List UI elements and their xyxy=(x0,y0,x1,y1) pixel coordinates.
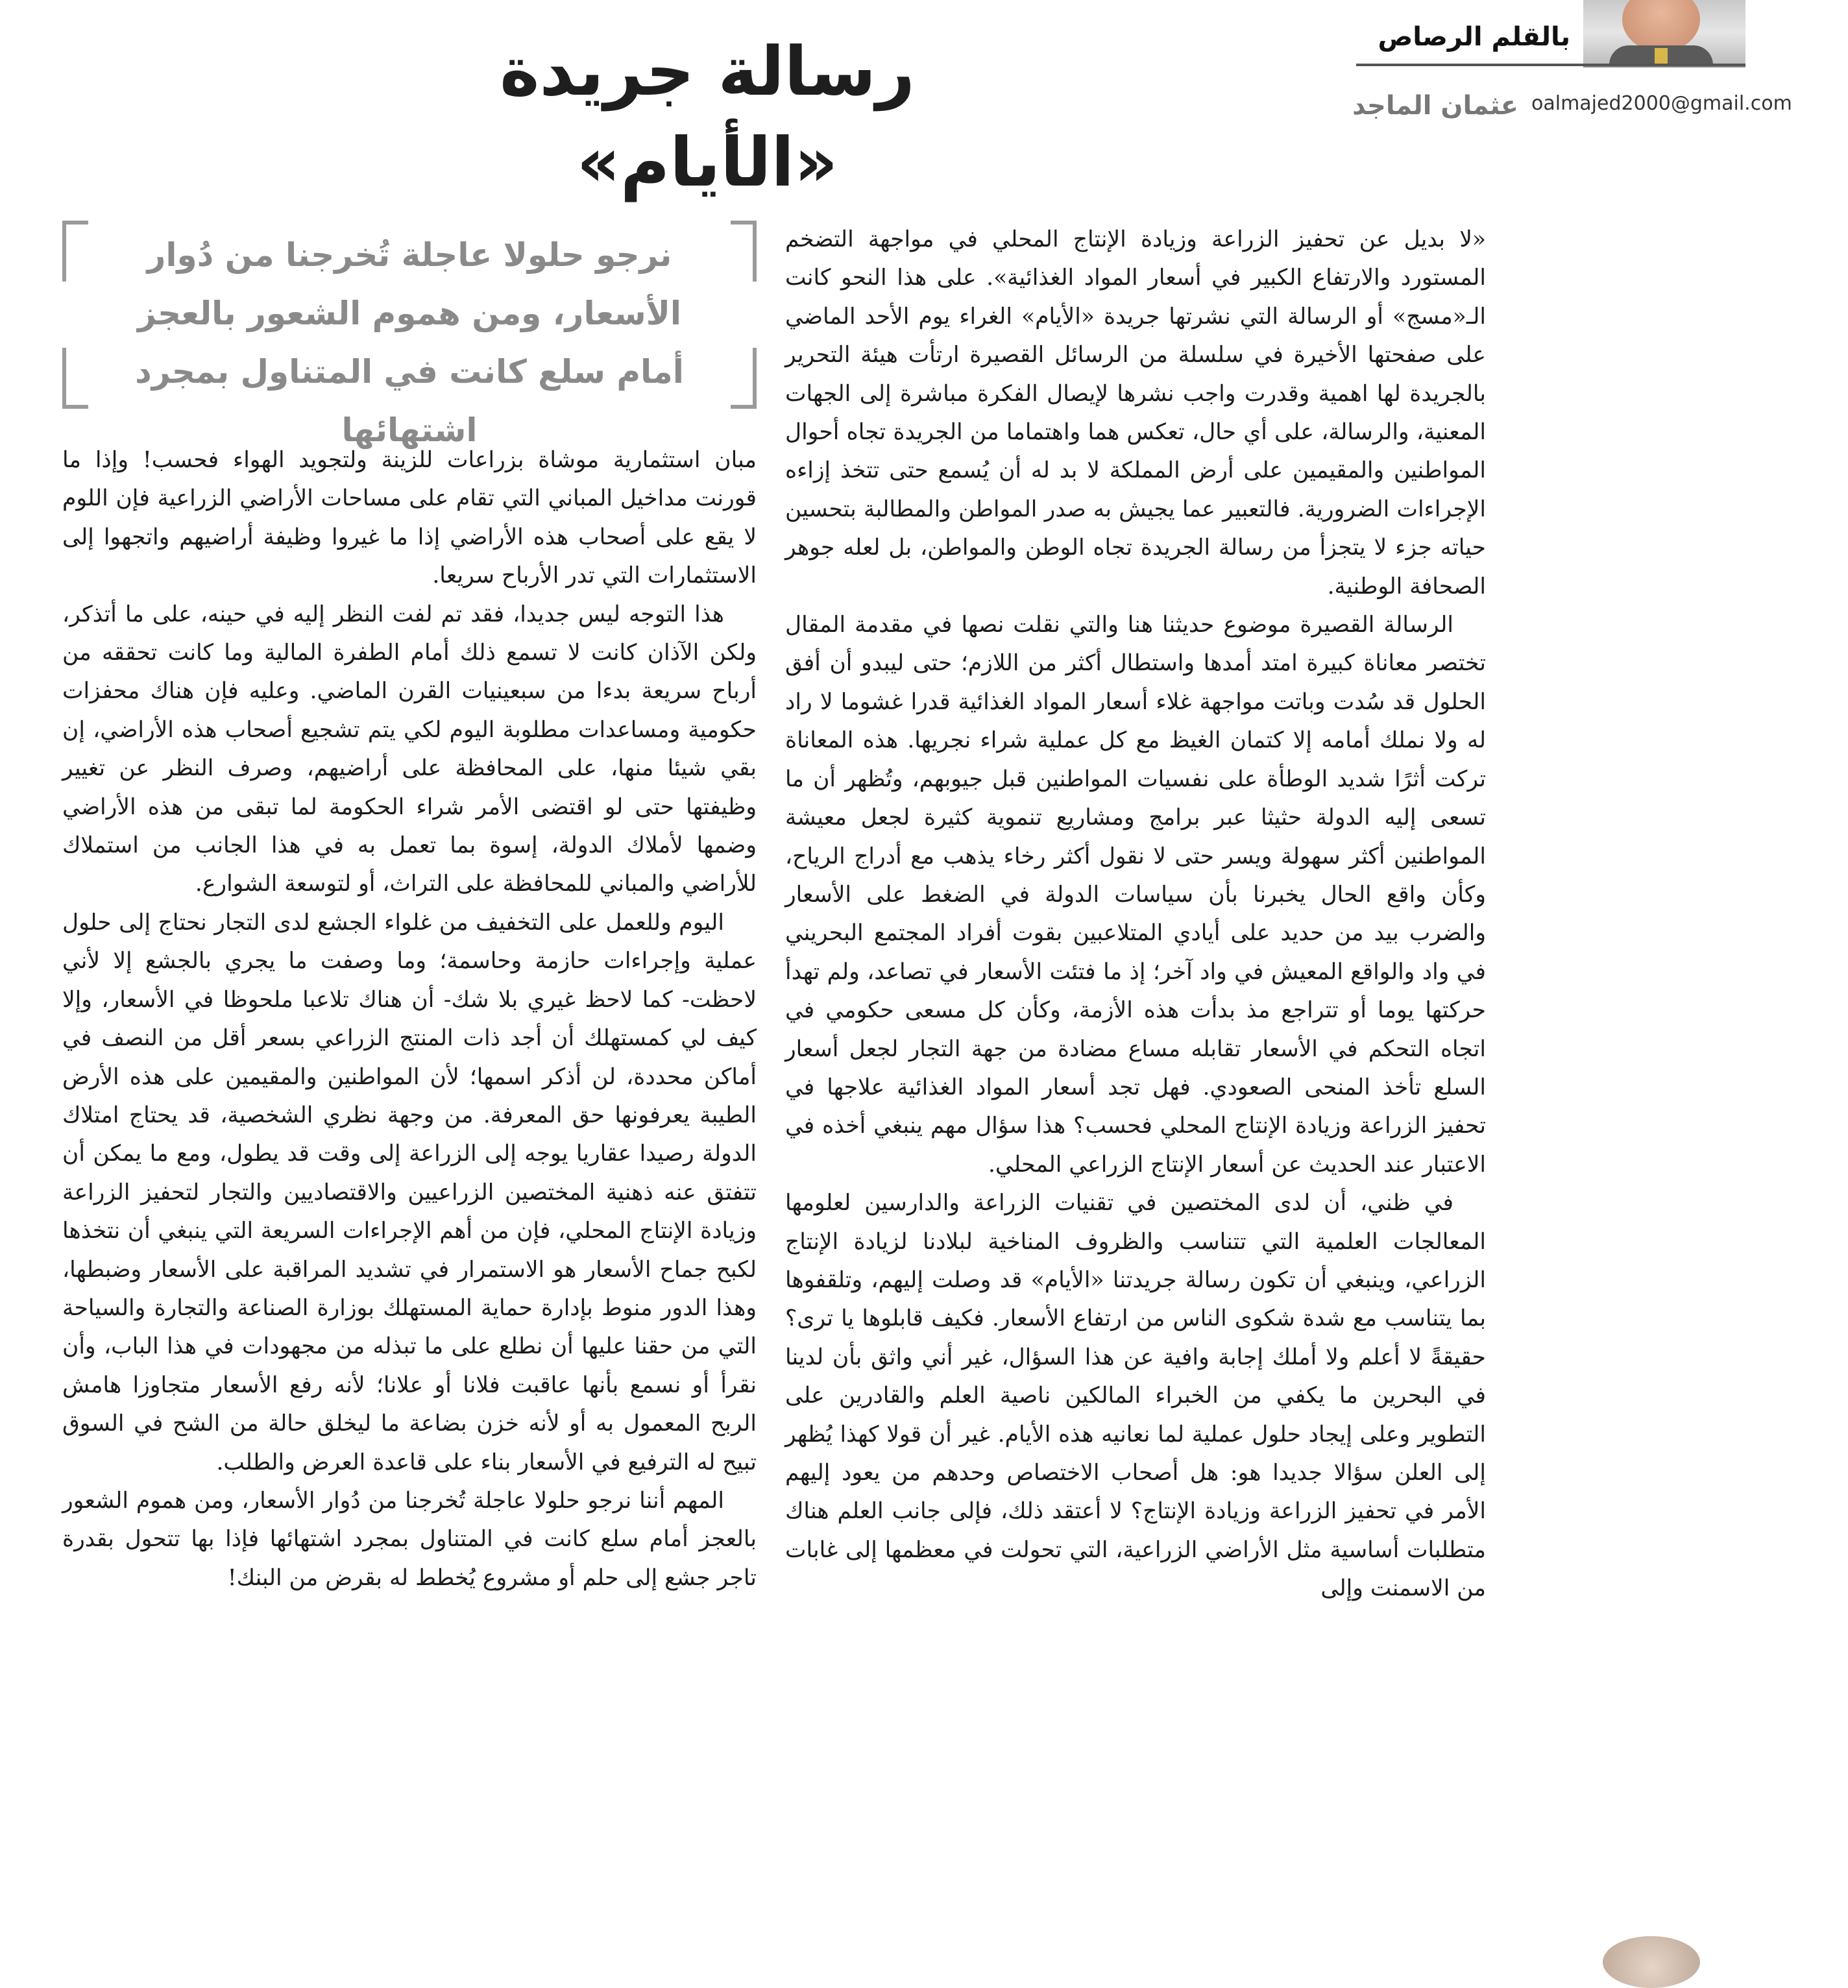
corner-photo-fragment xyxy=(1603,1936,1700,1988)
paragraph: في ظني، أن لدى المختصين في تقنيات الزراعة والدارسين لعلومها المعالجات العلمية التي تتناسب والظروف المناخية لبلادنا لزيادة الإنتاج الزراعي، وينبغي أن تكون رسالة جريدتنا «الأيام» قد وصلت إليهم، وتلقفوها بما يتناسب مع شدة شكوى الناس من ارتفاع الأسعار. فكيف قابلوها يا ترى؟ حقيقةً لا أعلم ولا أملك إجابة وافية عن هذا السؤال، غير أني واثق بأن لدينا في البحرين ما يكفي من الخبراء المالكين ناصية العلم والقادرين على التطوير وعلى إيجاد حلول عملية لما نعانيه هذه الأيام. غير أن قولا كهذا يُظهر إلى العلن سؤالا جديدا هو: هل أصحاب الاختصاص وحدهم من يعود إليهم الأمر في تحفيز الزراعة وزيادة الإنتاج؟ لا أعتقد ذلك، فإلى جانب العلم هناك متطلبات أساسية مثل الأراضي الزراعية، التي تحولت في معظمها إلى غابات من الاسمنت وإلى xyxy=(785,1190,1486,1602)
paragraph: الرسالة القصيرة موضوع حديثنا هنا والتي نقلت نصها في مقدمة المقال تختصر معاناة كبيرة امتد أمدها واستطال أكثر من اللازم؛ حتى ليبدو أن أفق الحلول قد سُدت وباتت مواجهة غلاء أسعار المواد الغذائية قدرا غشوما لا راد له ولا نملك أمامه إلا كتمان الغيظ مع كل عملية شراء نجريها. هذه المعاناة تركت أثرًا شديد الوطأة على نفسيات المواطنين قبل جيوبهم، وتُظهر أن ما تسعى إليه الدولة حثيثا عبر برامج ومشاريع تنموية كثيرة لجعل معيشة المواطنين أكثر سهولة ويسر حتى لا نقول أكثر رخاء يذهب مع أدراج الرياح، وكأن واقع الحال يخبرنا بأن سياسات الدولة في الضغط على الأسعار والضرب بيد من حديد على أيادي المتلاعبين بقوت أفراد المجتمع البحريني في واد والواقع المعيش في واد آخر؛ إذ ما فتئت الأسعار في تصاعد، ولم تهدأ حركتها يوما أو تتراجع مذ بدأت هذه الأزمة، وكأن كل مسعى حكومي في اتجاه التحكم في الأسعار تقابله مساع مضادة من جهة التجار لجعل أسعار السلع تأخذ المنحى الصعودي. فهل تجد أسعار المواد الغذائية علاجها في تحفيز الزراعة وزيادة الإنتاج المحلي فحسب؟ هذا سؤال مهم ينبغي أخذه في الاعتبار عند الحديث عن أسعار الإنتاج الزراعي المحلي. xyxy=(785,612,1486,1178)
pull-quote-text: نرجو حلولا عاجلة تُخرجنا من دُوار الأسعار، ومن هموم الشعور بالعجز أمام سلع كانت في المتناول بمجرد اشتهائها xyxy=(135,236,684,449)
pull-quote-bracket-top-left xyxy=(62,221,88,282)
paragraph: «لا بديل عن تحفيز الزراعة وزيادة الإنتاج المحلي في مواجهة التضخم المستورد والارتفاع الكبير في أسعار المواد الغذائية». على هذا النحو كانت الـ«مسج» أو الرسالة التي نشرتها جريدة «الأيام» الغراء يوم الأحد الماضي على صفحتها الأخيرة في سلسلة من الرسائل القصيرة ارتأت هيئة التحرير بالجريدة لها اهمية وقدرت واجب نشرها لإيصال الفكرة مباشرة إلى الجهات المعنية، والرسالة، على أي حال، تعكس هما واهتماما من الجريدة تجاه أحوال المواطنين والمقيمين على أرض المملكة لا بد له أن يُسمع حتى تتخذ إزاءه الإجراءات الضرورية. فالتعبير عما يجيش به صدر المواطن والمطالبة بتحسين حياته جزء لا يتجزأ من رسالة الجريدة تجاه الوطن والمواطن، بل لعله جوهر الصحافة الوطنية. xyxy=(785,226,1486,600)
author-email[interactable]: oalmajed2000@gmail.com xyxy=(1531,92,1792,115)
pull-quote xyxy=(62,221,757,449)
paragraph: اليوم وللعمل على التخفيف من غلواء الجشع لدى التجار نحتاج إلى حلول عملية وإجراءات حازمة وحاسمة؛ وما وصفت ما يجري بالجشع إلا لأني لاحظت- كما لاحظ غيري بلا شك- أن هناك تلاعبا ملحوظا في الأسعار، وإلا كيف لي كمستهلك أن أجد ذات المنتج الزراعي بسعر أقل من النصف في أماكن محددة، لن أذكر اسمها؛ لأن المواطنين والمقيمين على هذه الأرض الطيبة يعرفونها حق المعرفة. من وجهة نظري الشخصية، قد يحتاج امتلاك الدولة رصيدا عقاريا يوجه إلى الزراعة إلى وقت قد يطول، ومع ما يمكن أن تتفتق عنه ذهنية المختصين الزراعيين والاقتصاديين والتجار لتحفيز الزراعة وزيادة الإنتاج المحلي، فإن من أهم الإجراءات السريعة التي ينبغي أن نتخذها لكبح جماح الأسعار هو الاستمرار في تشديد المراقبة على الأسعار وضبطها، وهذا الدور منوط بإدارة حماية المستهلك بوزارة الصناعة والتجارة والسياحة التي من حقنا عليها أن نطلع على ما تبذله من مجهودات في هذا الباب، وأن نقرأ أو نسمع بأنها عاقبت فلانا أو علانا؛ لأنه رفع الأسعار متجاوزا هامش الربح المعمول به أو لأنه خزن بضاعة ما ليخلق حالة من الشح في السوق تبيح له الترفيع في الأسعار بناء على قاعدة العرض والطلب. xyxy=(62,909,757,1475)
paragraph: هذا التوجه ليس جديدا، فقد تم لفت النظر إليه في حينه، على ما أتذكر، ولكن الآذان كانت لا تسمع ذلك أمام الطفرة المالية وما كانت تحققه من أرباح سريعة بدءا من سبعينيات القرن الماضي. وعليه فإن هناك محفزات حكومية ومساعدات مطلوبة اليوم لكي يتم تشجيع أصحاب هذه الأراضي، إن بقي شيئا منها، على المحافظة على أراضيهم، وصرف النظر عن تغيير وظيفتها حتى لو اقتضى الأمر شراء الحكومة لما تبقى من هذه الأراضي وضمها لأملاك الدولة، إسوة بما تعمل به في هذا الجانب من استملاك للأراضي والمباني للمحافظة على التراث، أو لتوسعة الشوارع. xyxy=(62,601,757,897)
author-name: عثمان الماجد xyxy=(1352,91,1518,121)
author-face xyxy=(1622,0,1700,52)
pull-quote-bracket-top-right xyxy=(731,221,757,282)
article-column-right xyxy=(785,221,1486,1608)
paragraph: مبان استثمارية موشاة بزراعات للزينة ولتجويد الهواء فحسب! وإذا ما قورنت مداخيل المباني التي تقام على مساحات الأراضي الزراعية فإن اللوم لا يقع على أصحاب هذه الأراضي إذا ما غيروا وظيفة أراضيهم واتجهوا إلى الاستثمارات التي تدر الأرباح سريعا. xyxy=(62,447,757,589)
pull-quote-bracket-bottom-left xyxy=(62,348,88,409)
pull-quote-bracket-bottom-right xyxy=(731,348,757,409)
article-column-left xyxy=(62,441,757,1597)
header-rule xyxy=(1356,64,1745,66)
paragraph: المهم أننا نرجو حلولا عاجلة تُخرجنا من دُوار الأسعار، ومن هموم الشعور بالعجز أمام سلع كانت في المتناول بمجرد اشتهائها فإذا بها تتحول بقدرة تاجر جشع إلى حلم أو مشروع يُخطط له بقرض من البنك! xyxy=(62,1487,757,1591)
column-label: بالقلم الرصاص xyxy=(1378,22,1570,52)
author-photo xyxy=(1583,0,1745,67)
article-headline: رسالة جريدة «الأيام» xyxy=(500,32,915,202)
